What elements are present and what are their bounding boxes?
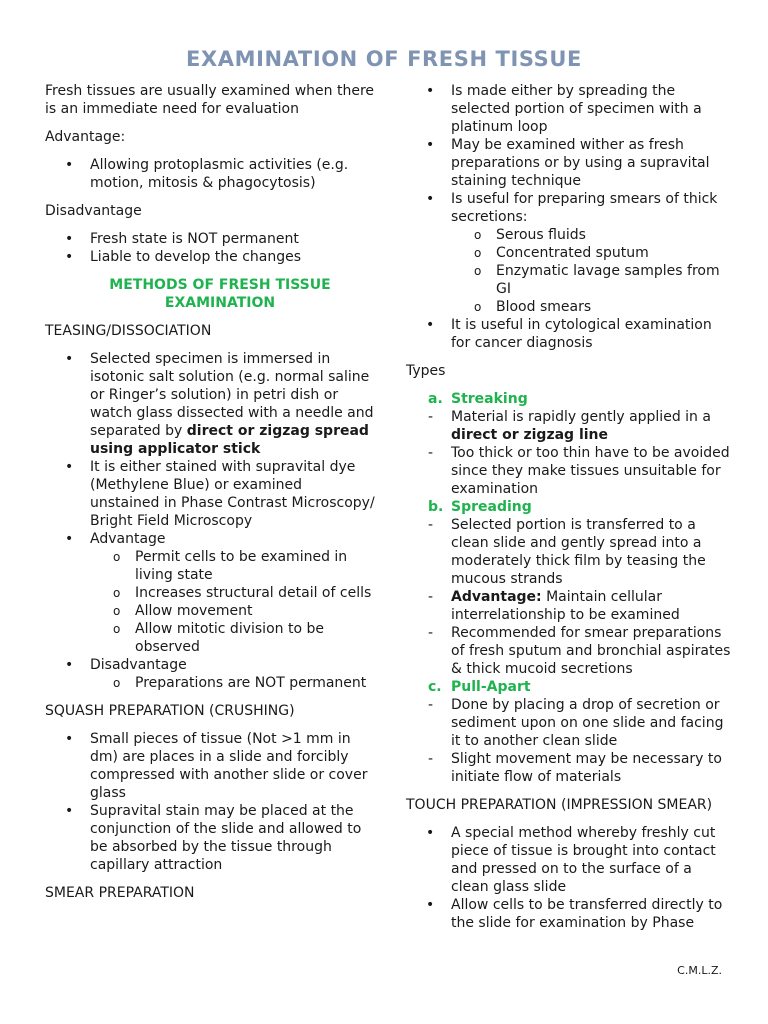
type-detail: - Selected portion is transferred to a clean slide and gently spread into a moderately thick film by teasing the mucous strands [428,517,706,587]
smear-heading: SMEAR PREPARATION [45,885,195,901]
list-item: • Allowing protoplasmic activities (e.g. motion, mitosis & phagocytosis) [65,157,349,191]
list-item: • It is useful in cytological examination for cancer diagnosis [426,317,712,351]
type-detail: - Material is rapidly gently applied in a direct or zigzag line [428,409,711,443]
teasing-list [45,350,375,692]
list-item: • May be examined wither as fresh preparations or by using a supravital staining technique [426,137,710,189]
type-detail: - Recommended for smear preparations of fresh sputum and bronchial aspirates & thick mucoid secretions [428,625,731,677]
footer-initials: C.M.L.Z. [677,964,722,977]
disadvantage-list [45,230,375,266]
methods-heading: METHODS OF FRESH TISSUE EXAMINATION [109,277,331,311]
sublist-item: o Enzymatic lavage samples from GI [474,263,720,297]
type-pull-apart-heading: c. Pull-Apart [428,679,531,695]
sublist-item: o Allow movement [113,603,253,619]
squash-heading: SQUASH PREPARATION (CRUSHING) [45,703,295,719]
right-column [406,82,731,932]
list-item: • Is made either by spreading the selected portion of specimen with a platinum loop [426,83,702,135]
list-item: • Advantage o Permit cells to be examined in living state o Increases structural detail of cells o Allow movement o Allow mitotic division to be observed [45,530,375,656]
type-detail: - Too thick or too thin have to be avoided since they make tissues unsuitable for examination [428,445,730,497]
teasing-advantage-sublist [90,548,375,656]
teasing-heading: TEASING/DISSOCIATION [45,323,212,339]
type-streaking-heading: a. Streaking [428,391,528,407]
list-item: • Fresh state is NOT permanent [65,231,299,247]
sublist-item: o Preparations are NOT permanent [113,675,367,691]
sublist-item: o Concentrated sputum [474,245,649,261]
disadvantage-label: Disadvantage [45,203,142,219]
sublist-item: o Blood smears [474,299,592,315]
list-item: • Disadvantage o Preparations are NOT permanent [45,656,375,692]
types-label: Types [406,363,446,379]
list-item: • Is useful for preparing smears of thick secretions: o Serous fluids o Concentrated sputum o Enzymatic lavage samples from GI o Blood smears [406,190,731,316]
squash-list [45,730,375,874]
type-detail: - Slight movement may be necessary to initiate flow of materials [428,751,722,785]
sublist-item: o Permit cells to be examined in living state [113,549,348,583]
touch-heading: TOUCH PREPARATION (IMPRESSION SMEAR) [406,797,713,813]
type-detail: - Done by placing a drop of secretion or sediment upon on one slide and facing it to another clean slide [428,697,724,749]
list-item: • Liable to develop the changes [65,249,302,265]
type-detail: - Advantage: Maintain cellular interrelationship to be examined [428,589,680,623]
list-item: • Supravital stain may be placed at the conjunction of the slide and allowed to be absorbed by the tissue through capillary attraction [65,803,362,873]
touch-list [406,824,731,932]
left-column [45,82,375,902]
list-item: • It is either stained with supravital dye (Methylene Blue) or examined unstained in Phase Contrast Microscopy/ Bright Field Microscopy [65,459,375,529]
list-item: • A special method whereby freshly cut piece of tissue is brought into contact and pressed on to the surface of a clean glass slide [426,825,716,895]
smear-list [406,82,731,352]
sublist-item: o Serous fluids [474,227,586,243]
list-item: • Allow cells to be transferred directly to the slide for examination by Phase [426,897,723,931]
advantage-label: Advantage: [45,129,126,145]
sublist-item: o Increases structural detail of cells [113,585,372,601]
intro-paragraph: Fresh tissues are usually examined when there is an immediate need for evaluation [45,83,375,117]
type-spreading-heading: b. Spreading [428,499,532,515]
advantage-list [45,156,375,192]
sublist-item: o Allow mitotic division to be observed [113,621,324,655]
list-item: • Selected specimen is immersed in isotonic salt solution (e.g. normal saline or Ringer’s solution) in petri dish or watch glass dissected with a needle and separated by direct or zigzag spread using applicator stick [65,351,374,457]
teasing-disadvantage-sublist [90,674,375,692]
list-item: • Small pieces of tissue (Not >1 mm in dm) are places in a slide and forcibly compressed with another slide or cover glass [65,731,368,801]
secretion-sublist [451,226,731,316]
types-section [406,390,731,786]
page-title: EXAMINATION OF FRESH TISSUE [186,47,582,71]
